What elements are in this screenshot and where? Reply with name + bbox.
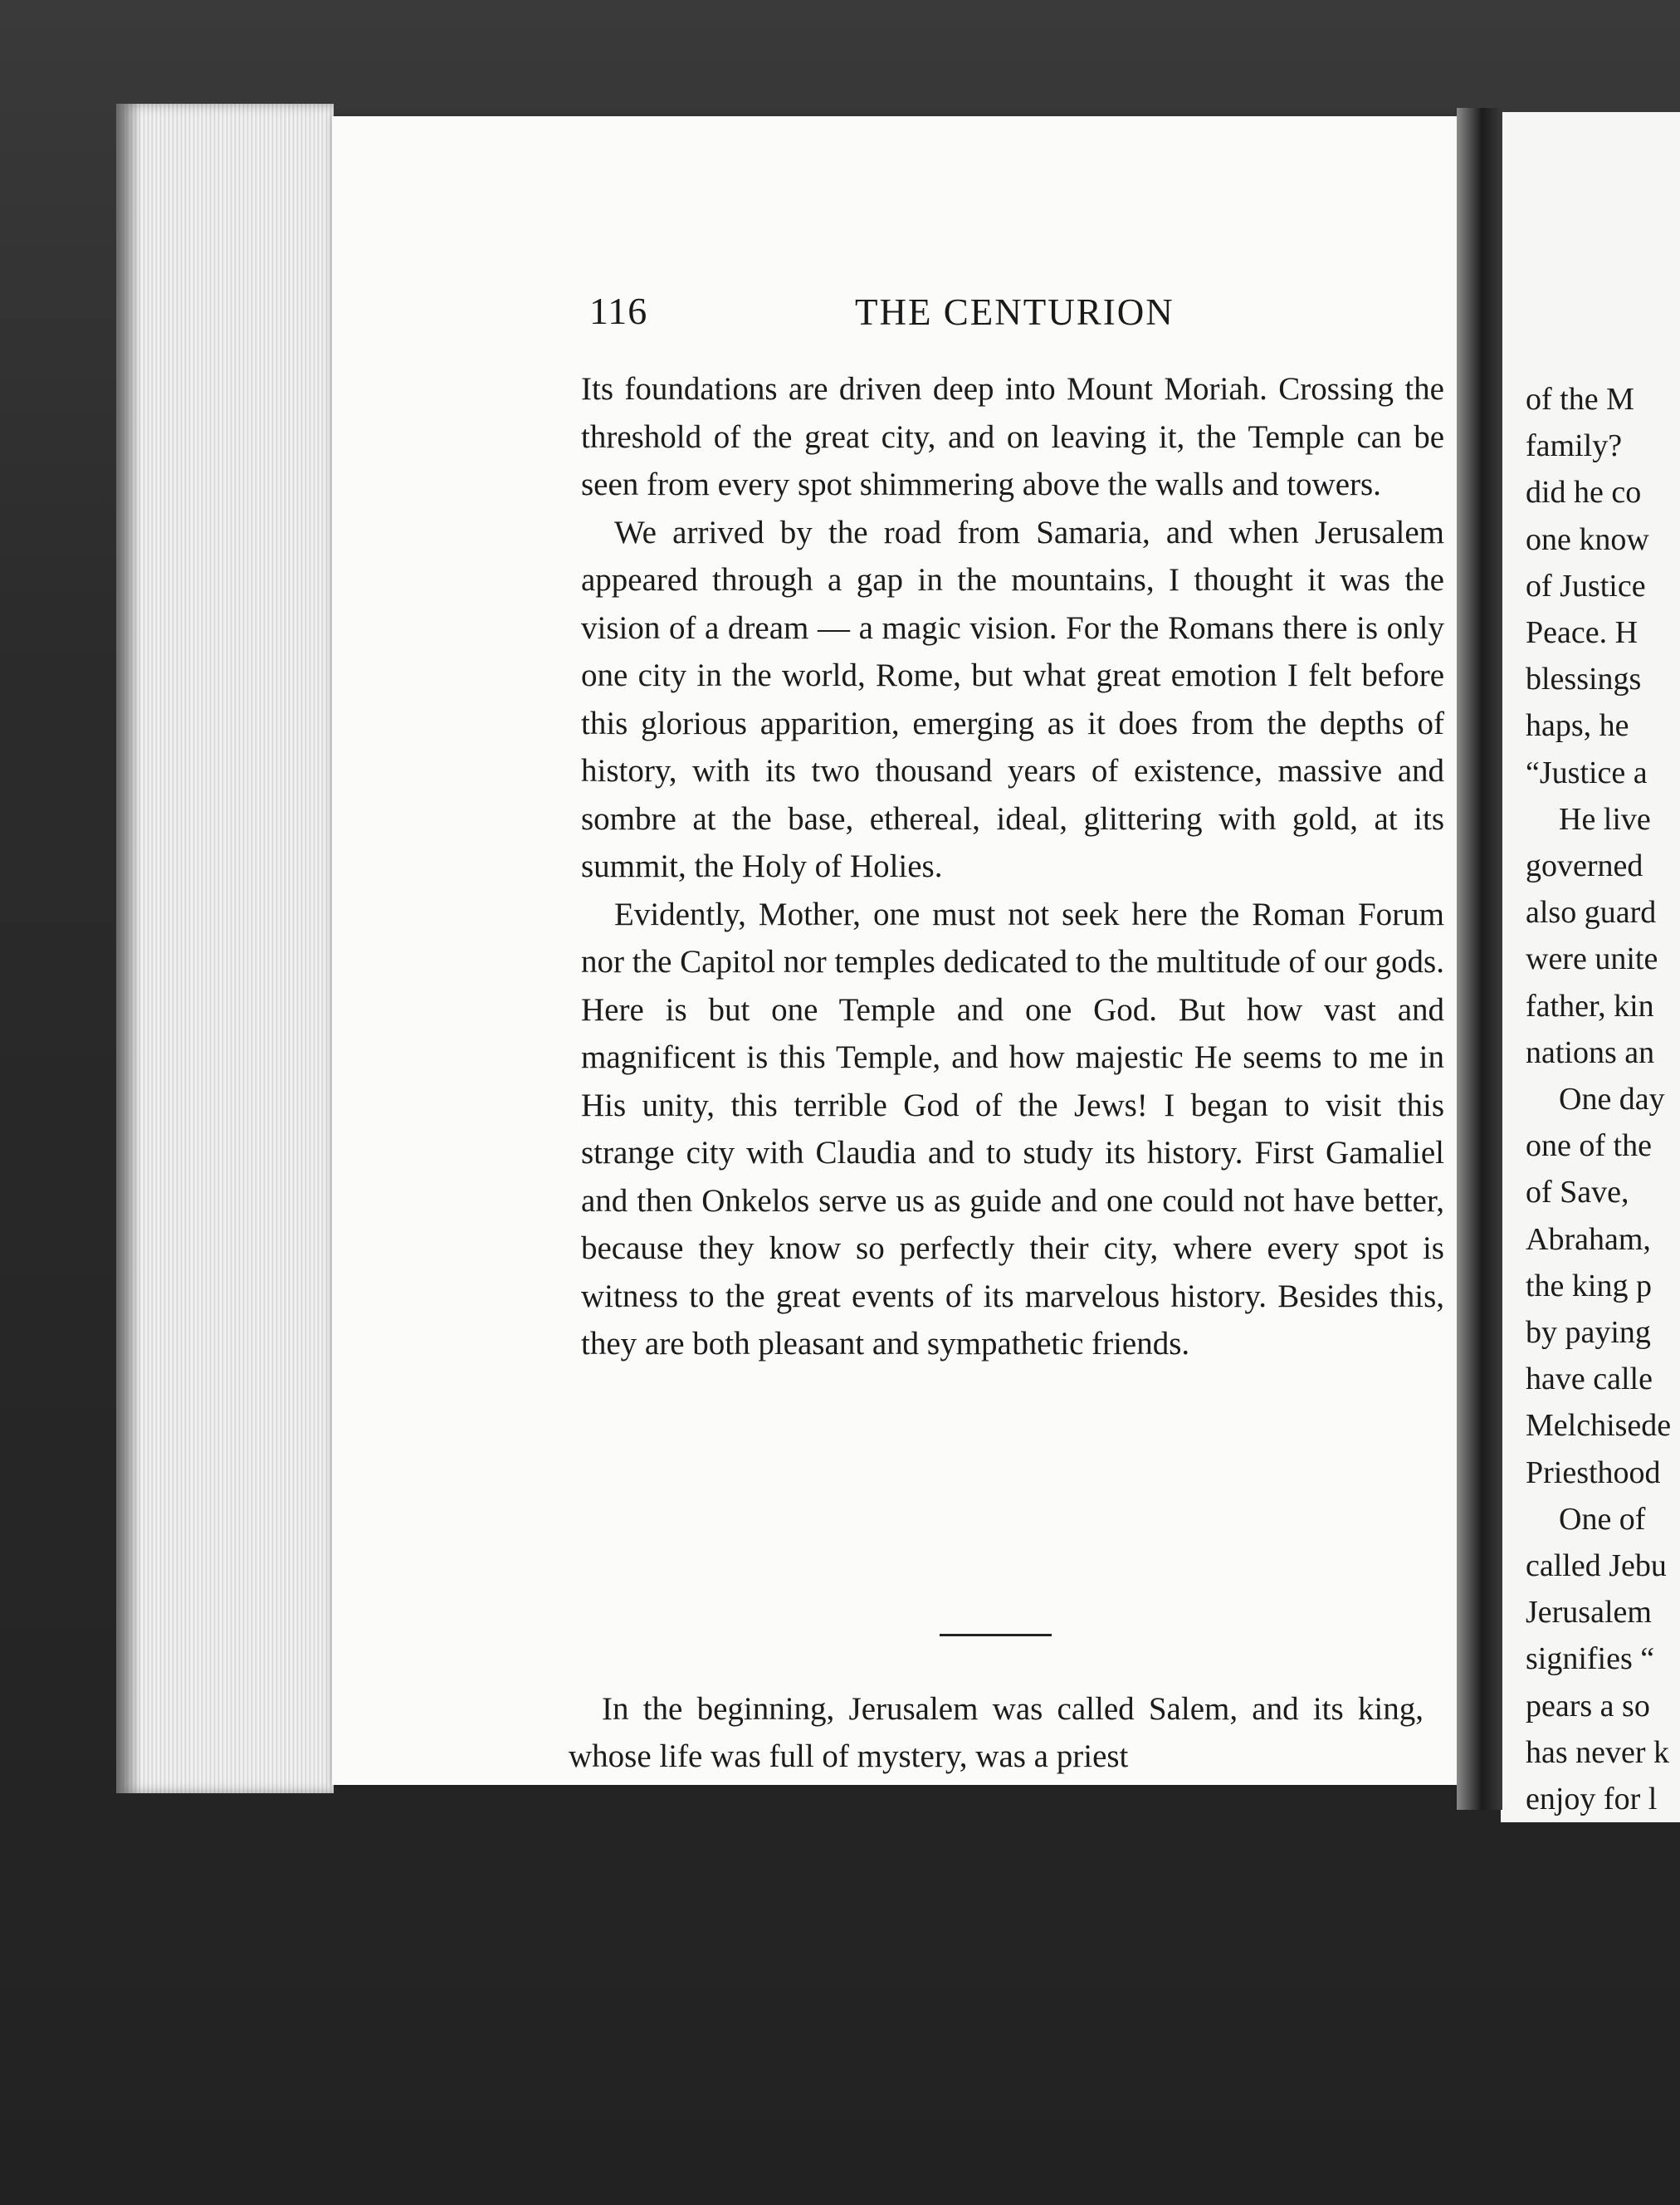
running-head: THE CENTURION xyxy=(855,291,1175,333)
paragraph: Its foundations are driven deep into Mount Moriah. Crossing the threshold of the great city, and on leaving it, the Temple can be seen from every spot shimmering above the walls and towers. xyxy=(581,371,1444,502)
right-page-line: Priesthood xyxy=(1526,1455,1661,1490)
right-page-line: enjoy for l xyxy=(1526,1782,1658,1817)
right-page-line: have calle xyxy=(1526,1362,1653,1397)
right-page-line: father, kin xyxy=(1526,988,1654,1024)
right-page-line: one know xyxy=(1526,521,1649,557)
right-page-line: by paying xyxy=(1526,1315,1651,1351)
right-page-line: haps, he xyxy=(1526,708,1629,744)
right-page-line: has never k xyxy=(1526,1734,1670,1770)
section-two-text xyxy=(569,1685,1424,1780)
right-page-line: the king p xyxy=(1526,1268,1652,1303)
right-page-line: one of the xyxy=(1526,1128,1652,1164)
right-page-text xyxy=(1526,376,1680,1822)
right-page-line: “Justice a xyxy=(1526,755,1648,790)
right-page-line: nations an xyxy=(1526,1034,1655,1070)
book-page-edges xyxy=(116,104,334,1793)
right-page-line: One day xyxy=(1559,1082,1665,1117)
right-page-line: governed xyxy=(1526,848,1643,884)
paragraph: Evidently, Mother, one must not seek here the Roman Forum nor the Capitol nor temples dedicated to the multitude of our gods. Here is but one Temple and one God. But how vast and magnificent is this Temple, and how majestic He seems to me in His unity, this terrible God of the Jews! I began to visit this strange city with Claudia and to study its history. First Gamaliel and then Onkelos serve us as guide and one could not have better, because they know so perfectly their city, where every spot is witness to the great events of its marvelous history. Besides this, they are both pleasant and sympathetic friends. xyxy=(581,896,1444,1362)
right-page-line: family? xyxy=(1526,428,1623,464)
right-page-line: Melchisede xyxy=(1526,1408,1672,1444)
right-page-line: called Jebu xyxy=(1526,1548,1667,1584)
right-page xyxy=(1501,112,1680,1822)
right-page-line: of the M xyxy=(1526,382,1634,417)
right-page-line: did he co xyxy=(1526,475,1642,511)
right-page-line: pears a so xyxy=(1526,1688,1650,1723)
right-page-line: One of xyxy=(1559,1501,1646,1537)
section-divider xyxy=(940,1634,1052,1636)
right-page-line: were unite xyxy=(1526,941,1658,977)
right-page-line: Jerusalem xyxy=(1526,1595,1652,1631)
right-page-line: Peace. H xyxy=(1526,615,1638,651)
page-header xyxy=(589,282,1411,349)
paragraph: In the beginning, Jerusalem was called Salem, and its king, whose life was full of mystery, was a priest xyxy=(569,1691,1424,1774)
right-page-line: blessings xyxy=(1526,662,1642,697)
page-number: 116 xyxy=(589,290,648,332)
right-page-line: of Justice xyxy=(1526,568,1646,604)
right-page-line: Abraham, xyxy=(1526,1221,1651,1257)
paragraph: We arrived by the road from Samaria, and when Jerusalem appeared through a gap in the mountains, I thought it was the vision of a dream — a magic vision. For the Romans there is only one city in the world, Rome, but what great emotion I felt before this glorious apparition, emerging as it does from the depths of history, with its two thousand years of existence, massive and sombre at the base, ethereal, ideal, glittering with gold, at its summit, the Holy of Holies. xyxy=(581,514,1444,884)
right-page-line: He live xyxy=(1559,801,1651,837)
right-page-line: signifies “ xyxy=(1526,1641,1655,1677)
body-text xyxy=(581,365,1444,1368)
right-page-line: also guard xyxy=(1526,895,1657,931)
right-page-line: of Save, xyxy=(1526,1175,1629,1210)
book-gutter xyxy=(1457,108,1502,1810)
